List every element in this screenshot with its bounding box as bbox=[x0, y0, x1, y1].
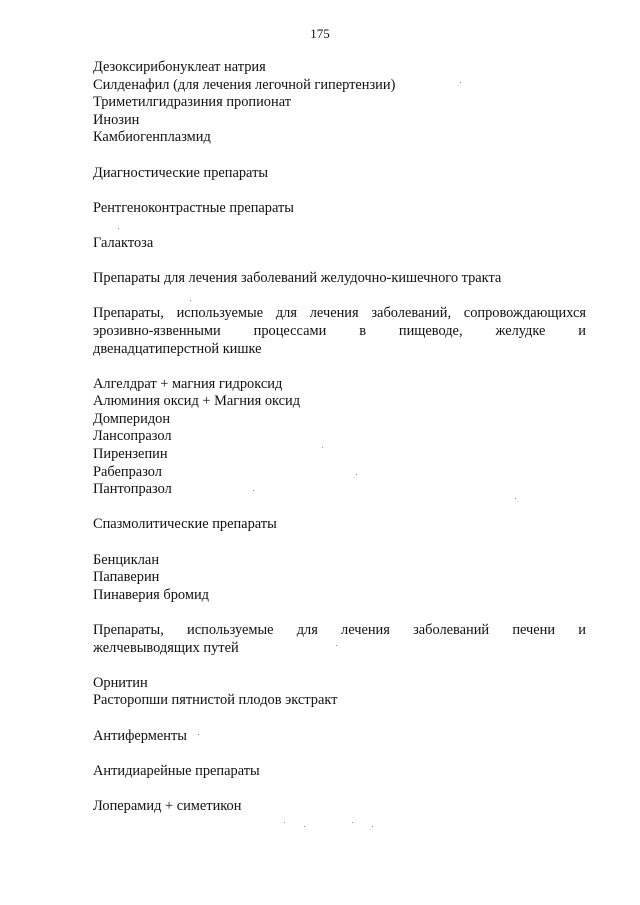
drug-list-item: Рабепразол bbox=[93, 463, 162, 480]
blank-line bbox=[93, 499, 586, 517]
drug-list-item: Пирензепин bbox=[93, 446, 168, 463]
blank-line bbox=[93, 358, 586, 376]
scan-speck bbox=[190, 300, 191, 301]
scan-speck bbox=[336, 645, 337, 646]
scan-speck bbox=[253, 490, 254, 491]
section-paragraph bbox=[93, 622, 586, 657]
drug-list-item: Расторопши пятнистой плодов экстракт bbox=[93, 692, 338, 709]
blank-line bbox=[93, 745, 586, 763]
section-heading: Диагностические препараты bbox=[93, 164, 269, 181]
drug-list-item: Папаверин bbox=[93, 569, 160, 586]
document-body bbox=[93, 59, 586, 816]
drug-list-item: Лоперамид + симетикон bbox=[93, 797, 242, 814]
drug-list-item: Пинаверия бромид bbox=[93, 586, 209, 603]
blank-line bbox=[93, 288, 586, 306]
drug-list-item: Триметилгидразиния пропионат bbox=[93, 94, 292, 111]
paragraph-line: эрозивно-язвенными процессами в пищеводе, желудке и bbox=[93, 322, 586, 339]
drug-list-item: Домперидон bbox=[93, 410, 171, 427]
section-heading: Рентгеноконтрастные препараты bbox=[93, 199, 294, 216]
scan-speck bbox=[284, 822, 285, 823]
blank-line bbox=[93, 657, 586, 675]
paragraph-line: Препараты, используемые для лечения заболеваний печени и bbox=[93, 622, 586, 638]
scan-speck bbox=[356, 474, 357, 475]
section-heading: Антидиарейные препараты bbox=[93, 762, 260, 779]
drug-list-item: Лансопразол bbox=[93, 428, 172, 445]
scan-speck bbox=[322, 447, 323, 448]
paragraph-line: желчевыводящих путей bbox=[93, 639, 239, 656]
blank-line bbox=[93, 780, 586, 798]
section-heading: Спазмолитические препараты bbox=[93, 516, 277, 533]
section-paragraph bbox=[93, 305, 586, 358]
page-number: 175 bbox=[310, 26, 330, 41]
scan-speck bbox=[460, 82, 461, 83]
blank-line bbox=[93, 604, 586, 622]
drug-list-item: Алюминия оксид + Магния оксид bbox=[93, 393, 301, 410]
paragraph-line: двенадцатиперстной кишке bbox=[93, 340, 262, 357]
section-heading: Препараты для лечения заболеваний желудочно-кишечного тракта bbox=[93, 270, 502, 287]
drug-list-item: Камбиогенплазмид bbox=[93, 129, 211, 146]
section-heading: Антиферменты bbox=[93, 727, 187, 744]
drug-list-item: Галактоза bbox=[93, 234, 154, 251]
drug-list-item: Инозин bbox=[93, 111, 140, 128]
drug-list-item: Алгелдрат + магния гидроксид bbox=[93, 375, 283, 392]
drug-list-item: Дезоксирибонуклеат натрия bbox=[93, 59, 266, 75]
drug-list-item: Бенциклан bbox=[93, 551, 160, 568]
blank-line bbox=[93, 217, 586, 235]
scan-speck bbox=[304, 826, 305, 827]
scan-speck bbox=[118, 228, 119, 229]
blank-line bbox=[93, 253, 586, 271]
paragraph-line: Препараты, используемые для лечения заболеваний, сопровождающихся bbox=[93, 305, 586, 322]
blank-line bbox=[93, 182, 586, 200]
scan-speck bbox=[515, 498, 516, 499]
blank-line bbox=[93, 710, 586, 728]
drug-list-item: Орнитин bbox=[93, 674, 148, 691]
scan-speck bbox=[372, 826, 373, 827]
drug-list-item: Пантопразол bbox=[93, 481, 172, 498]
scan-speck bbox=[198, 734, 199, 735]
drug-list-item: Силденафил (для лечения легочной гипертензии) bbox=[93, 76, 396, 93]
scan-speck bbox=[352, 822, 353, 823]
blank-line bbox=[93, 147, 586, 165]
blank-line bbox=[93, 534, 586, 552]
